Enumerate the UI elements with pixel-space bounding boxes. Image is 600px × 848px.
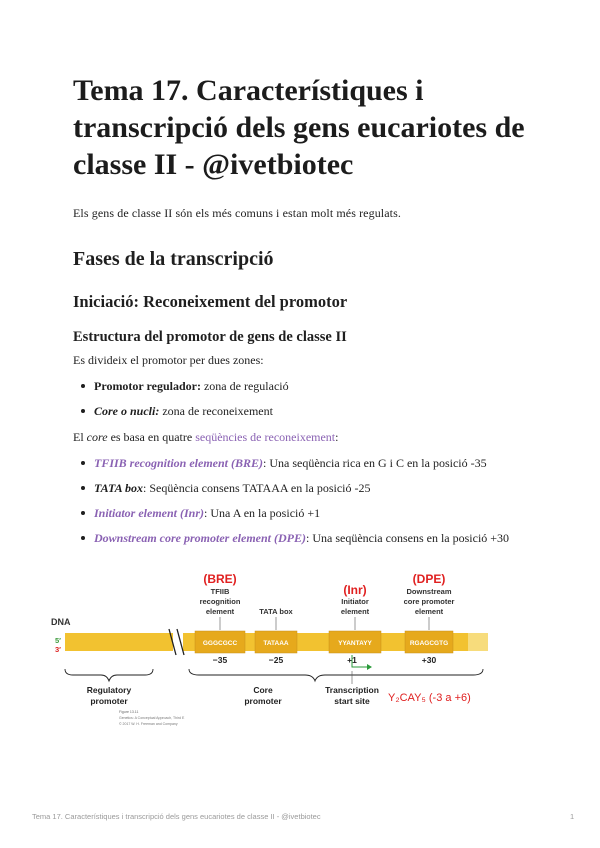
section-heading: Fases de la transcripció [73, 248, 274, 270]
dpe-label-line2: core promoter [403, 597, 455, 606]
bullet [81, 461, 85, 465]
three-prime-label: 3′ [55, 645, 61, 654]
bre-label-line1: TFIIB [210, 587, 230, 596]
bre-label-line2: recognition [199, 597, 241, 606]
page-title: Tema 17. Característiques i transcripció dels gens eucariotes de classe II - @ivetbiotec [73, 74, 525, 181]
figure-credit-line3: © 2017 W. H. Freeman and Company [119, 722, 178, 726]
dna-strand-left [65, 633, 173, 651]
core-sentence: El core es basa en quatre seqüències de reconeixement: [73, 430, 339, 444]
figure-credit-line1: Figure 13.11 [119, 710, 139, 714]
recognition-sequences-link[interactable]: seqüències de reconeixement [195, 430, 336, 444]
list-item-inr: Initiator element (Inr): Una A en la posició +1 [81, 506, 320, 521]
position-minus25: −25 [268, 655, 284, 665]
bre-sequence: GGGCGCC [202, 640, 238, 647]
inr-label-line2: element [340, 607, 370, 616]
regulatory-label-line1: Regulatory [86, 685, 132, 695]
dna-label: DNA [51, 617, 71, 627]
dpe-label-line3: element [414, 607, 444, 616]
bre-link[interactable]: TFIIB recognition element (BRE) [94, 456, 264, 470]
dpe-label-line1: Downstream [406, 587, 452, 596]
list-item-core: Core o nucli: zona de reconeixement [81, 404, 273, 419]
promoter-diagram [43, 565, 498, 740]
intro-paragraph: Els gens de classe II són els més comuns i estan molt més regulats. [73, 206, 401, 220]
core-label-line2: promoter [244, 696, 282, 706]
tata-label: TATA box [259, 607, 293, 616]
position-plus1: +1 [347, 655, 357, 665]
bullet [81, 511, 85, 515]
inr-label-line1: Initiator [341, 597, 369, 606]
subsubsection-heading: Estructura del promotor de gens de classe II [73, 329, 347, 345]
core-label-line1: Core [253, 685, 273, 695]
bullet [81, 536, 85, 540]
list-item-dpe: Downstream core promoter element (DPE): Una seqüència consens en la posició +30 [81, 531, 509, 546]
tss-label-line1: Transcription [325, 685, 379, 695]
inr-sequence: YYANTAYY [338, 640, 372, 647]
zones-intro: Es divideix el promotor per dues zones: [73, 353, 264, 367]
core-brace [189, 669, 483, 681]
consensus-annotation: Y₂CAY₅ (-3 a +6) [388, 692, 471, 704]
list-item-promotor-regulador: Promotor regulador: zona de regulació [81, 379, 289, 394]
inr-tag: (Inr) [343, 583, 367, 597]
dpe-sequence: RGAGCGTG [409, 640, 449, 647]
position-minus35: −35 [212, 655, 228, 665]
tss-label-line2: start site [334, 696, 370, 706]
position-plus30: +30 [421, 655, 437, 665]
tata-sequence: TATAAA [263, 640, 289, 647]
bullet [81, 384, 85, 388]
bre-label-line3: element [205, 607, 235, 616]
dpe-tag: (DPE) [412, 572, 446, 586]
list-item-tata: TATA box: Seqüència consens TATAAA en la posició -25 [81, 481, 371, 496]
page-number: 1 [570, 812, 575, 821]
bre-tag: (BRE) [203, 572, 237, 586]
list-item-bre: TFIIB recognition element (BRE): Una seqüència rica en G i C en la posició -35 [81, 456, 487, 471]
five-prime-label: 5′ [55, 636, 61, 645]
dna-strand-fade [468, 633, 488, 651]
inr-link[interactable]: Initiator element (Inr) [94, 506, 205, 520]
break-mark-2 [177, 629, 184, 655]
page-footer: Tema 17. Característiques i transcripció dels gens eucariotes de classe II - @ivetbiotec [32, 812, 321, 821]
tss-arrow-head [367, 664, 372, 670]
figure-credit-line2: Genetics: A Conceptual Approach, Third E [119, 716, 185, 720]
subsection-heading: Iniciació: Reconeixement del promotor [73, 292, 348, 311]
bullet [81, 409, 85, 413]
regulatory-brace [65, 669, 153, 681]
bullet [81, 486, 85, 490]
dpe-link[interactable]: Downstream core promoter element (DPE) [94, 531, 306, 545]
regulatory-label-line2: promoter [90, 696, 128, 706]
